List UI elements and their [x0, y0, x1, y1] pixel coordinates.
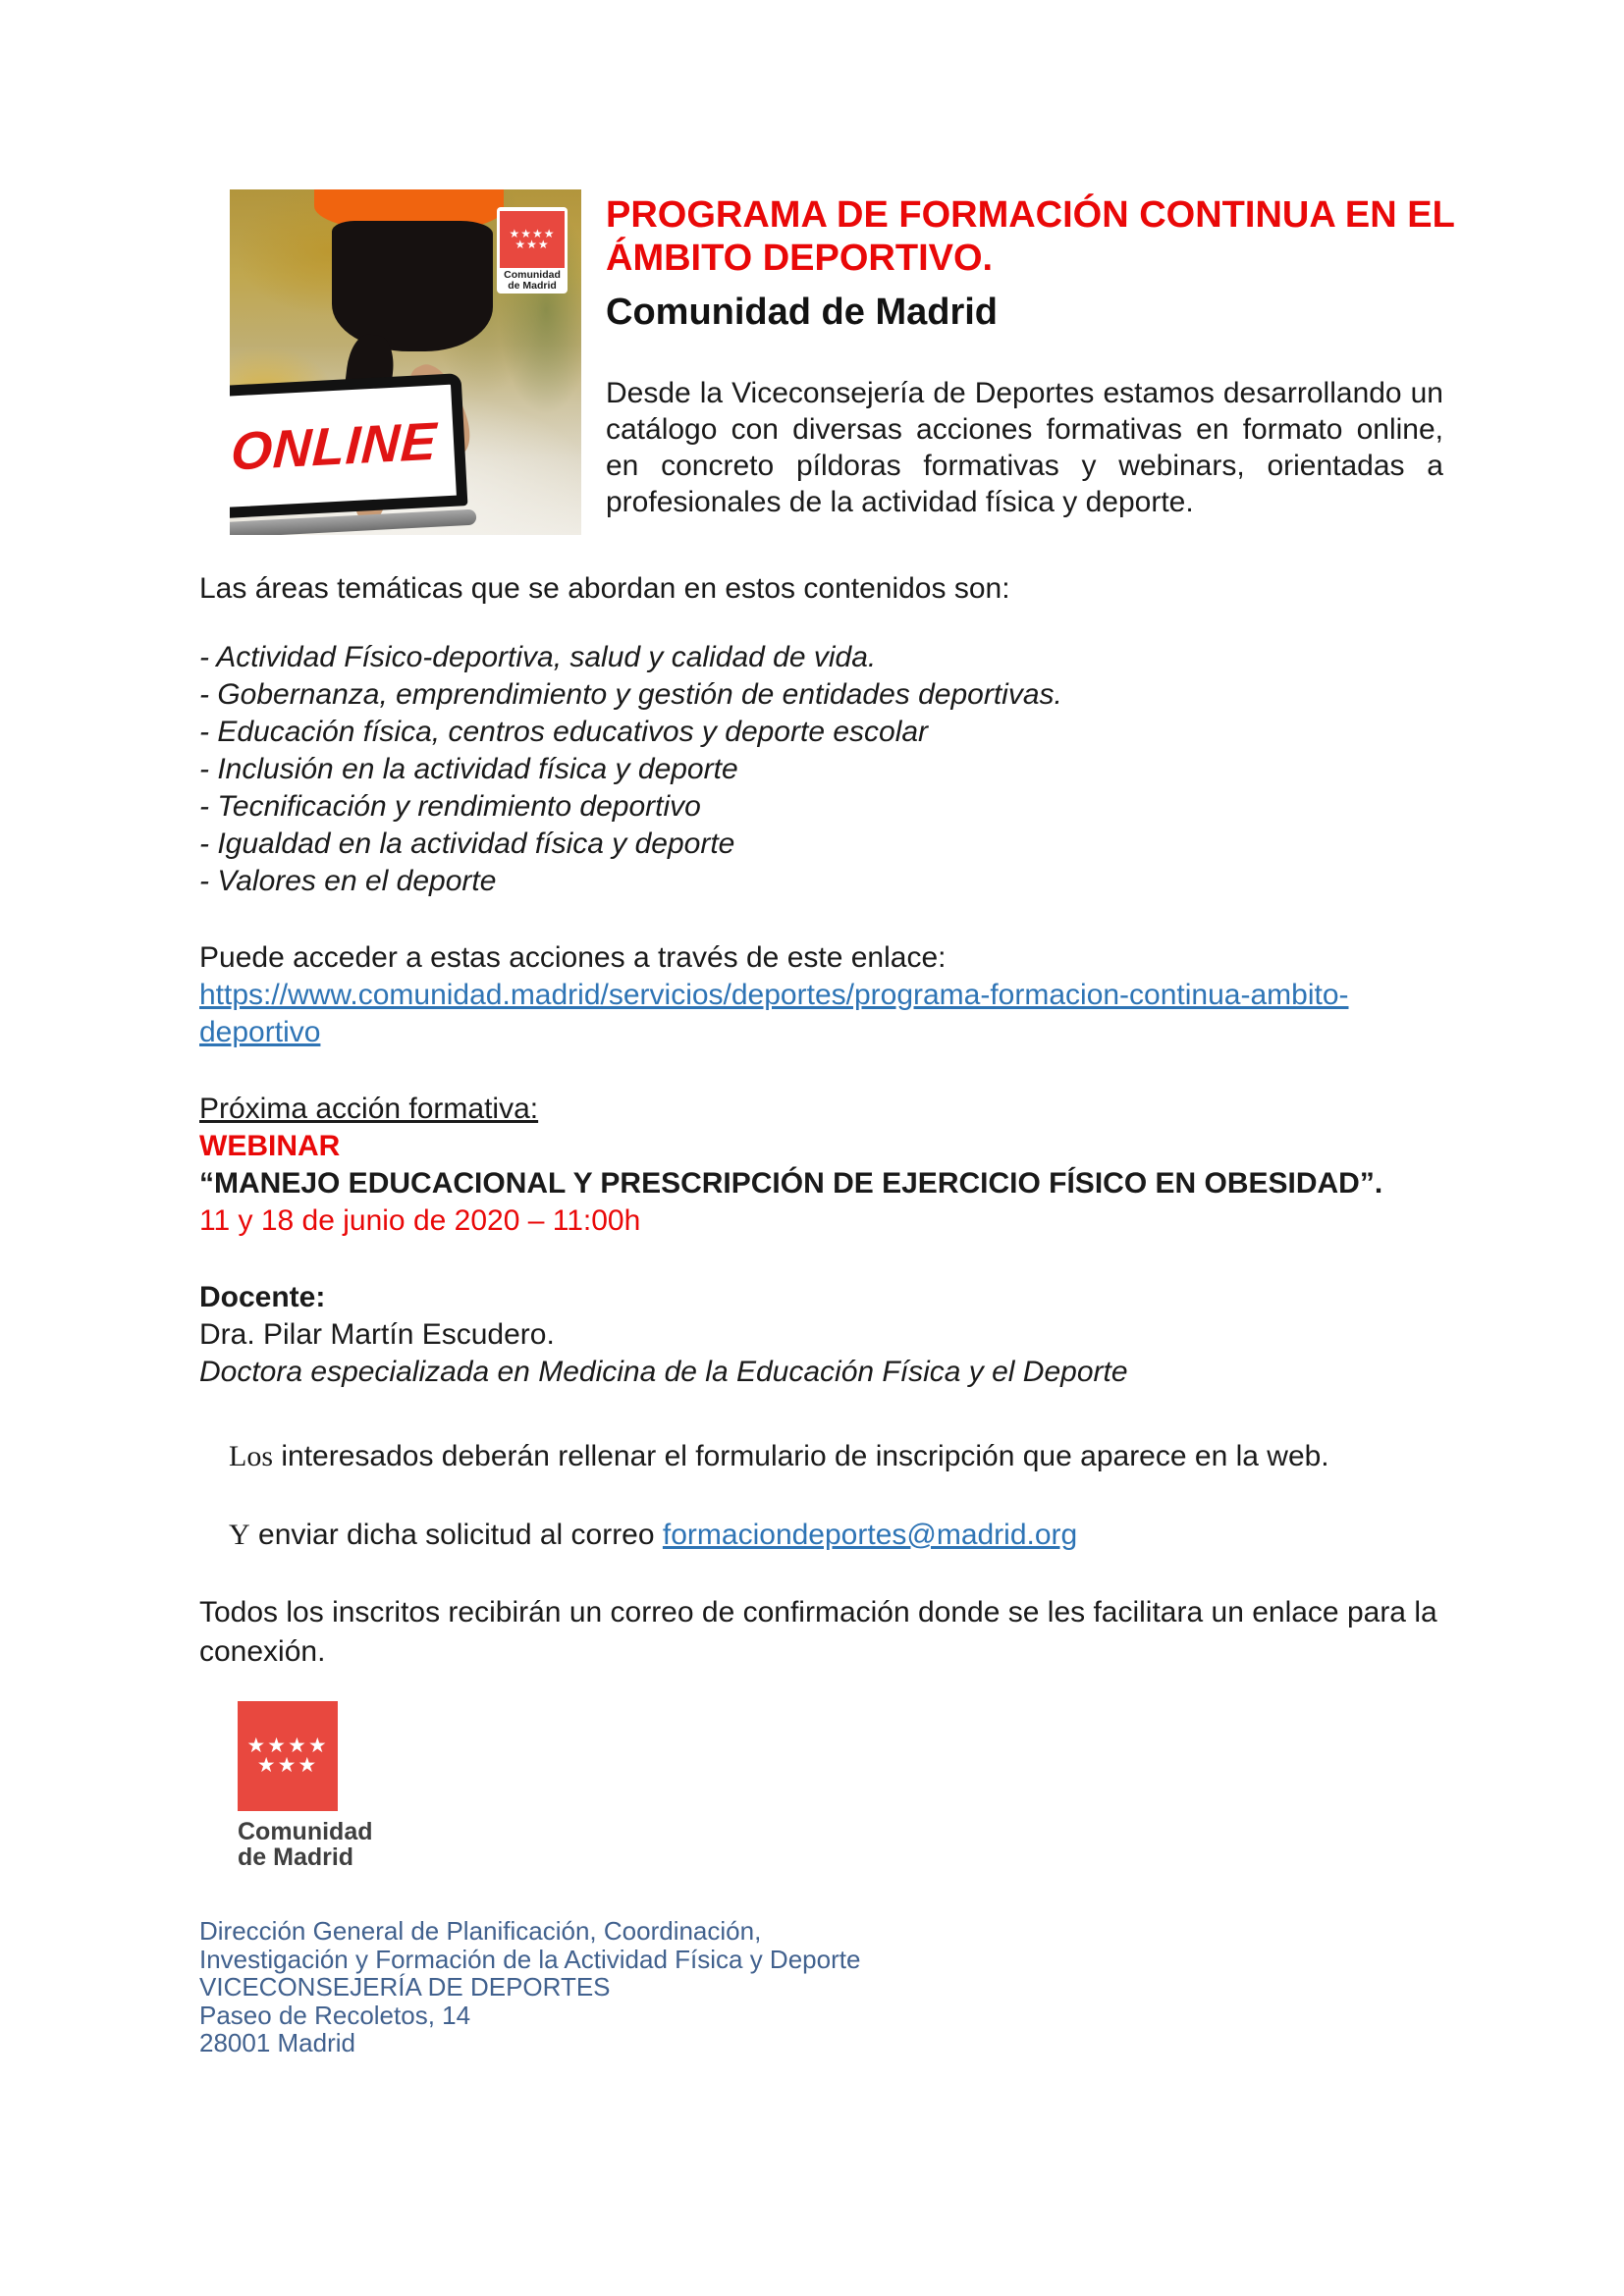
- teacher-heading: Docente:: [199, 1281, 326, 1313]
- footer-line: 28001 Madrid: [199, 2028, 355, 2057]
- webinar-title: “MANEJO EDUCACIONAL Y PRESCRIPCIÓN DE EJERCICIO FÍSICO EN OBESIDAD”.: [199, 1167, 1383, 1200]
- footer-line: Investigación y Formación de la Actividad Física y Deporte: [199, 1944, 861, 1974]
- header-text: [606, 189, 1455, 535]
- access-lead: Puede acceder a estas acciones a través de este enlace:: [199, 941, 947, 974]
- registration-line1: Los interesados deberán rellenar el formulario de inscripción que aparece en la web.: [229, 1440, 1329, 1472]
- subtitle: Comunidad de Madrid: [606, 292, 998, 333]
- next-action-heading: Próxima acción formativa:: [199, 1093, 539, 1125]
- lead-word: Los: [229, 1440, 273, 1472]
- laptop-illustration: [230, 373, 469, 535]
- star-row: ★★★★: [246, 1735, 329, 1757]
- runner-shorts: [332, 221, 494, 352]
- lead-word: Y: [229, 1519, 250, 1551]
- madrid-flag-icon: [500, 211, 565, 268]
- topic-item: - Valores en el deporte: [199, 865, 497, 897]
- footer-line: Paseo de Recoletos, 14: [199, 2000, 471, 2030]
- topic-item: - Inclusión en la actividad física y deporte: [199, 753, 738, 785]
- page-title: PROGRAMA DE FORMACIÓN CONTINUA EN EL ÁMBITO DEPORTIVO.: [606, 194, 1455, 279]
- teacher-name: Dra. Pilar Martín Escudero.: [199, 1318, 555, 1351]
- topic-item: - Gobernanza, emprendimiento y gestión de entidades deportivas.: [199, 678, 1062, 711]
- topic-item: - Tecnificación y rendimiento deportivo: [199, 790, 701, 823]
- laptop-screen: [230, 373, 467, 519]
- program-link[interactable]: https://www.comunidad.madrid/servicios/deportes/programa-formacion-continua-ambito-deportivo: [199, 979, 1349, 1048]
- intro-paragraph: Desde la Viceconsejería de Deportes estamos desarrollando un catálogo con diversas acciones formativas en formato online, en concreto píldoras formativas y webinars, orientadas a profesionales de la actividad física y deporte.: [606, 377, 1443, 518]
- webinar-label: WEBINAR: [199, 1130, 341, 1162]
- star-row: ★★★: [514, 238, 550, 251]
- star-row: ★★★: [256, 1754, 319, 1777]
- footer-address: [199, 1917, 1441, 2057]
- hero-photo: [230, 189, 581, 535]
- topics-list: [199, 639, 1441, 900]
- badge-caption: Comunidad de Madrid: [504, 269, 561, 292]
- comunidad-madrid-logo: [238, 1701, 1441, 1870]
- topic-item: - Igualdad en la actividad física y deporte: [199, 828, 735, 860]
- teacher-specialty: Doctora especializada en Medicina de la Educación Física y el Deporte: [199, 1356, 1128, 1388]
- online-label: ONLINE: [230, 410, 439, 481]
- madrid-badge: [497, 207, 568, 294]
- webinar-date: 11 y 18 de junio de 2020 – 11:00h: [199, 1204, 641, 1237]
- registration-line2: Y enviar dicha solicitud al correo formaciondeportes@madrid.org: [199, 1517, 1441, 1554]
- topic-item: - Actividad Físico-deportiva, salud y calidad de vida.: [199, 641, 877, 673]
- madrid-flag-icon: [238, 1701, 338, 1811]
- program-link-line: [199, 977, 1441, 1051]
- star-row: ★★★★: [509, 227, 556, 240]
- topics-lead: Las áreas temáticas que se abordan en estos contenidos son:: [199, 572, 1010, 605]
- footer-line: Dirección General de Planificación, Coordinación,: [199, 1916, 762, 1946]
- topic-item: - Educación física, centros educativos y deporte escolar: [199, 716, 929, 748]
- email-link[interactable]: formaciondeportes@madrid.org: [662, 1519, 1078, 1551]
- confirmation-note: Todos los inscritos recibirán un correo de confirmación donde se les facilitara un enlace para la conexión.: [199, 1596, 1437, 1668]
- logo-caption: Comunidad de Madrid: [238, 1818, 373, 1871]
- footer-line: VICECONSEJERÍA DE DEPORTES: [199, 1972, 611, 2002]
- header: [230, 189, 1455, 535]
